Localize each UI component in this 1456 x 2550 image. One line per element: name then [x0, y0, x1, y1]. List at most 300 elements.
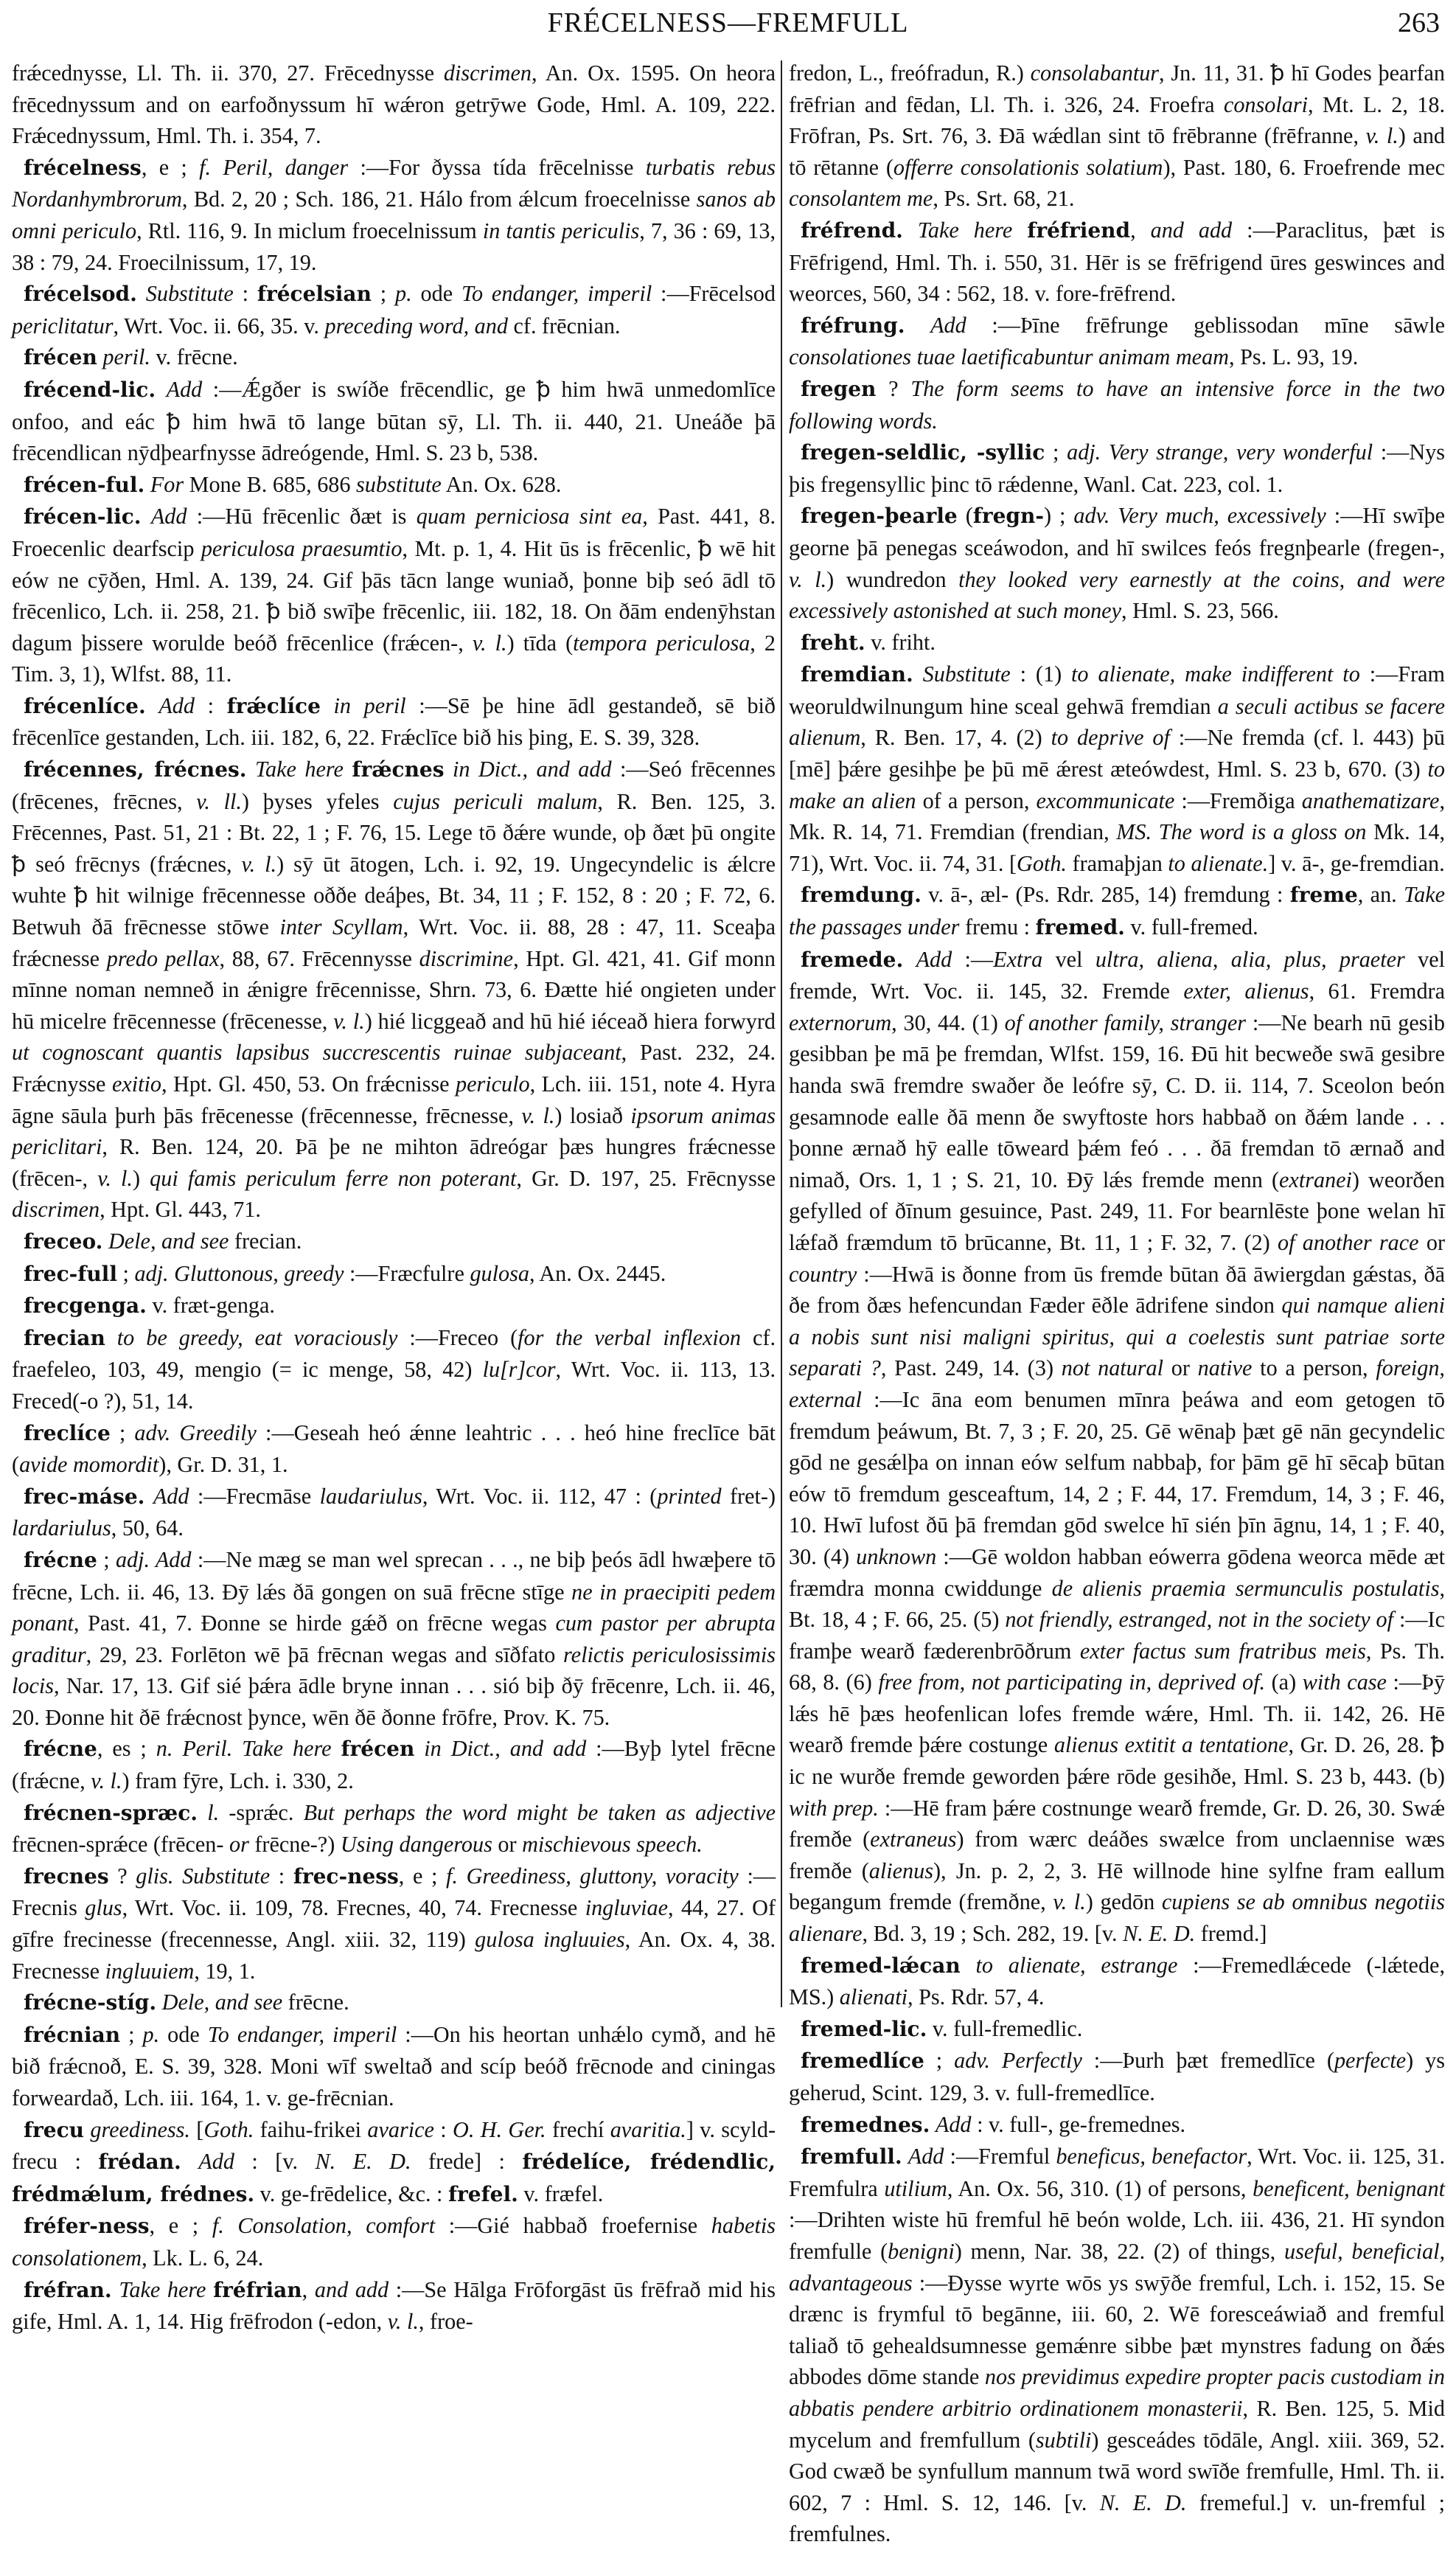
entry-text: :—Nys þis fregensyllic þinc tō rǽdenne, Wanl. Cat. 223, col. 1. [789, 440, 1445, 497]
entry-text: frechí [546, 2116, 610, 2142]
entry-text: or [1163, 1355, 1198, 1381]
entry-text: ; [371, 281, 396, 307]
entry-text: , [1130, 217, 1151, 243]
entry-text [144, 472, 150, 497]
headword: freme [1289, 883, 1358, 908]
headword: frécen [341, 1737, 415, 1762]
entry-text: -sprǽc. [219, 1799, 304, 1825]
italic-text: Take here [255, 757, 344, 782]
entry-text: frecian. [229, 1228, 302, 1254]
headword: fréfrend. [801, 218, 903, 243]
page-number: 263 [1398, 7, 1440, 38]
italic-text: consolari [1223, 91, 1308, 117]
italic-text: useful, beneficial, advantageous [789, 2238, 1445, 2296]
entry-text: :—Freceo ( [397, 1324, 518, 1350]
italic-text: glis. Substitute [136, 1863, 271, 1889]
entry-text: , an. [1357, 882, 1404, 908]
entry-text: An. Ox. 628. [441, 471, 562, 497]
entry-text: frede] : [411, 2149, 523, 2175]
italic-text: tempora periculosa [573, 630, 750, 656]
entry-text: :—Gié habbað froefernise [435, 2213, 711, 2239]
dictionary-entry [12, 58, 776, 152]
italic-text: periculosa praesumtio [201, 535, 403, 561]
entry-text: , Bd. 2, 20 ; Sch. 186, 21. Hálo from ǽlcum froecelnisse [181, 187, 697, 212]
entry-text [206, 2277, 213, 2302]
dictionary-entry [789, 2141, 1445, 2550]
entry-text: , 7, 36 : 69, 13, 38 : 79, 24. Froecilnissum, 17, 19. [12, 218, 776, 275]
entry-text: :—Seó frēcennes (frēcenes, frēcnes, [12, 757, 776, 814]
entry-text: ode [411, 281, 461, 307]
italic-text: adj. Add [115, 1546, 192, 1572]
entry-text: :—Ic āna eom benumen mīnra þeáwa and eom getogen tō fremdum þeáwum, Bt. 7, 3 ; F. 20, 25. Gē wēnaþ þæt gē nān gecyndelic gōd ne gesǽlþa on innan eów selfum nabbaþ, for þām gē hī sēcaþ būtan eów tō fremdum gesceaftum, 14, 2 ; F. 44, 17. Fremdum, 14, 3 ; F. 46, 10. Hwī lufost ðū þā fremdan gōd swelce hī sién þīn āgnu, 14, 1 ; F. 40, 30. (4) [789, 1386, 1445, 1569]
entry-text: , Mk. R. 14, 71. Fremdian (frendian, [789, 788, 1445, 845]
italic-text: Dele, and see [161, 1990, 283, 2015]
dictionary-entry [12, 754, 776, 1226]
entry-text: ) ; [1043, 503, 1074, 529]
italic-text: v. l. [1365, 123, 1398, 149]
headword: frec-ness [293, 1863, 399, 1889]
entry-text: ) ys geherud, Scint. 129, 3. v. full-fremedlīce. [789, 2048, 1445, 2105]
dictionary-entry [12, 1322, 776, 1417]
italic-text: to alienate, estrange [975, 1952, 1178, 1978]
italic-text: v. l. [97, 1165, 133, 1191]
italic-text: extranei [1279, 1167, 1352, 1192]
italic-text: adj. Gluttonous, greedy [134, 1260, 344, 1286]
entry-text: cf. fraefeleo, 103, 49, mengio (= ic menge, 58, 42) [12, 1324, 776, 1383]
entry-text: , Gr. D. 26, 28. ꝥ ic ne wurðe fremde geworden þǽre rōde gesihðe, Hml. S. 23 b, 443. (b) [789, 1732, 1446, 1790]
italic-text: Substitute [922, 661, 1011, 687]
entry-text [144, 1484, 153, 1509]
italic-text: qui namque alieni a nobis sunt nisi maligni spiritus, qui a coelestis sunt patriae sorte separati ? [789, 1293, 1445, 1381]
dictionary-entry [12, 1290, 776, 1322]
entry-text [913, 661, 923, 687]
headword: fregn- [972, 504, 1044, 529]
entry-text: ? [108, 1863, 136, 1889]
italic-text: ingluuiem [105, 1958, 195, 1984]
entry-text: , Bt. 18, 4 ; F. 66, 25. (5) [789, 1575, 1445, 1633]
entry-text [905, 313, 930, 338]
entry-text: :—Fræcfulre [344, 1260, 470, 1286]
entry-text: , An. Ox. 1595. On heora frēcednyssum and on earfoðnyssum hī wǽron getrȳwe Gode, Hml. A. 109, 222. Frǽcednyssum, Hml. Th. i. 354, 7. [12, 60, 776, 149]
italic-text: cum pastor per abrupta graditur [12, 1611, 776, 1667]
italic-text: in tantis periculis [482, 218, 640, 243]
entry-text: , Ps. Srt. 68, 21. [933, 186, 1075, 212]
italic-text: v. l. [521, 1102, 555, 1128]
entry-text: :—Hē fram þǽre costnunge wearð fremde, Gr. D. 26, 30. Swǽ fremðe ( [789, 1795, 1445, 1852]
italic-text: Add [150, 504, 187, 529]
italic-text: discrimine [419, 945, 514, 971]
entry-text: ) menn, Nar. 38, 22. (2) of things, [954, 2238, 1284, 2264]
italic-text: sanos ab omni periculo [12, 187, 776, 243]
entry-text: v. ge-frēdelice, &c. : [254, 2181, 448, 2206]
entry-text: :—Hī swīþe georne þā penegas sceáwodon, and hī swilces feós fregnþearle (fregen-, [789, 503, 1445, 560]
entry-text: (a) [1265, 1670, 1303, 1695]
entry-text: , e ; [149, 2213, 212, 2239]
italic-text: ipsorum animas periclitari [12, 1102, 776, 1160]
headword: frécenlíce. [24, 693, 146, 718]
headword: fremede. [801, 947, 904, 972]
italic-text: free from, not participating in, deprived of. [878, 1670, 1266, 1695]
entry-text: :—Fremðiga [1174, 788, 1302, 813]
headword: frédelíce, frédendlic, frédmǽlum, frédnes. [12, 2150, 776, 2206]
italic-text: exter factus sum fratribus meis [1079, 1638, 1366, 1664]
dictionary-entry [12, 1417, 776, 1481]
italic-text: relictis periculosissimis locis [12, 1641, 776, 1699]
entry-text: :—Þīne frēfrunge geblissodan mīne sāwle [966, 312, 1445, 338]
entry-text [445, 757, 453, 782]
italic-text: with prep. [789, 1795, 879, 1821]
italic-text: beneficus, benefactor [1056, 2144, 1247, 2169]
entry-text: , Wrt. Voc. ii. 112, 47 : ( [422, 1483, 658, 1509]
italic-text: ultra, aliena, alia, plus, praeter [1095, 946, 1405, 972]
entry-text: to a person, [1252, 1355, 1376, 1381]
entry-text: ), Gr. D. 31, 1. [159, 1452, 288, 1478]
entry-text: :—Ic framþe wearð fæderenbrōðrum [789, 1607, 1445, 1664]
italic-text: ne in praecipiti pedem ponant [12, 1579, 776, 1636]
dictionary-entry [789, 215, 1445, 310]
entry-text: ( [957, 503, 973, 529]
entry-text: :—Frēcelsod [652, 281, 776, 307]
italic-text: of another family, stranger [1004, 1010, 1247, 1035]
italic-text: turbatis rebus Nordanhymbrorum [12, 154, 776, 212]
entry-text: :—Gē woldon habban eówerra gōdena weorca mēde æt fræmdra monna cwiddunge [789, 1543, 1446, 1601]
entry-text: :—Ǽgðer is swíðe frēcendlic, ge ꝥ him hwā unmedomlīce onfoo, and eác ꝥ him hwā tō lange būtan sȳ, Ll. Th. ii. 440, 21. Uneáðe þā frēcendlican nȳdþearfnysse ādreógende, Hml. S. 23 b, 538. [12, 376, 776, 466]
italic-text: MS. The word is a gloss on [1116, 819, 1367, 845]
italic-text: benigni [888, 2238, 955, 2264]
italic-text: mischievous speech. [522, 1832, 703, 1858]
italic-text: quam perniciosa sint ea [416, 504, 643, 529]
headword: fregen [801, 376, 877, 401]
entry-text: , Hpt. Gl. 443, 71. [100, 1197, 261, 1223]
entry-text: ; [120, 2021, 143, 2047]
entry-text [961, 1953, 976, 1978]
entry-text: frēcnen-sprǽce (frēcen- [12, 1832, 229, 1858]
headword: fréfer-ness [24, 2214, 150, 2239]
italic-text: avide momordit [19, 1452, 159, 1478]
dictionary-entry [789, 437, 1445, 500]
italic-text: Extra [993, 946, 1043, 972]
italic-text: not friendly, estranged, not in the society of [1005, 1607, 1394, 1633]
page-title: FRÉCELNESS—FREMFULL [547, 7, 909, 38]
italic-text: of another race [1278, 1229, 1419, 1255]
entry-text [414, 1736, 424, 1761]
entry-text: : [v. [234, 2149, 316, 2175]
headword: frecgenga. [24, 1293, 147, 1319]
italic-text: peril. [102, 344, 150, 370]
headword: fréfran. [24, 2277, 112, 2302]
headword: fréfriend [1027, 218, 1131, 243]
italic-text: printed [657, 1483, 722, 1509]
entry-text: , 50, 64. [111, 1515, 184, 1541]
italic-text: n. Peril. Take here [156, 1736, 332, 1762]
entry-text: ) gesceádes tōdāle, Angl. xiii. 369, 52. God cwæð be synfullum mannum twā word swīðe fremfulle, Hml. Th. ii. 602, 7 : Hml. S. 12, 146. [v. [789, 2427, 1445, 2515]
entry-text [181, 2149, 199, 2174]
entry-text: ) þyses yfeles [241, 788, 394, 814]
italic-text: greediness. [90, 2116, 190, 2142]
entry-text: : [233, 281, 257, 307]
italic-text: de alienis praemia sermunculis postulatis [1051, 1575, 1440, 1601]
headword: frécne [24, 1737, 97, 1762]
italic-text: laudariulus [319, 1483, 422, 1509]
entry-text: ) hié licggeað and hū hié iéceað hiera forwyrd [364, 1008, 776, 1034]
entry-text: vel fremde, Wrt. Voc. ii. 145, 32. Fremde [789, 946, 1445, 1004]
dictionary-entry [12, 1987, 776, 2019]
entry-text: Mone B. 685, 686 [184, 471, 357, 497]
dictionary-entry [789, 944, 1445, 1950]
headword: frédan. [98, 2150, 181, 2175]
italic-text: f. Greediness, gluttony, voracity [446, 1863, 739, 1889]
italic-text: Take the passages under [789, 882, 1445, 940]
entry-text: v. ā-, æl- (Ps. Rdr. 285, 14) fremdung : [921, 882, 1290, 908]
italic-text: v. l. [91, 1768, 122, 1794]
entry-text: , Wrt. Voc. ii. 125, 31. Fremfulra [789, 2144, 1446, 2201]
italic-text: v. l. [241, 851, 277, 877]
dictionary-entry [12, 2274, 776, 2338]
entry-text: :—Frecmāse [189, 1483, 320, 1509]
entry-text: :—Frecnis [12, 1863, 776, 1921]
italic-text: they looked very earnestly at the coins, and were excessively astonished at such money [789, 566, 1445, 624]
italic-text: externorum [789, 1010, 892, 1035]
italic-text: not natural [1061, 1355, 1163, 1381]
headword: frécne [24, 1547, 97, 1572]
dictionary-entry [789, 1950, 1445, 2013]
italic-text: To endanger, imperil [461, 281, 652, 307]
italic-text: alienus extitit a tentatione [1053, 1732, 1289, 1758]
entry-text: , 29, 23. Forlēton wē þā frēcnan wegas and sīðfato [86, 1641, 564, 1667]
italic-text: v. l. [387, 2309, 419, 2335]
entry-text: : [270, 1863, 293, 1889]
headword: frécen-ful. [24, 472, 145, 497]
italic-text: ut cognoscant quantis lapsibus succrescentis ruinae subjaceant [12, 1040, 621, 1066]
entry-text [332, 1736, 341, 1761]
italic-text: a seculi actibus se facere alienum [789, 693, 1445, 751]
dictionary-entry [789, 500, 1445, 626]
headword: frefel. [448, 2181, 518, 2206]
italic-text: subtili [1035, 2427, 1092, 2453]
italic-text: extraneus [870, 1827, 957, 1852]
entry-text: , Wrt. Voc. ii. 66, 35. v. [113, 313, 325, 338]
italic-text: consolantem me [789, 186, 933, 212]
dictionary-entry [12, 1544, 776, 1734]
italic-text: Goth. [1017, 850, 1067, 876]
headword: freclíce [24, 1420, 111, 1445]
italic-text: substitute [356, 471, 442, 497]
dictionary-entry [789, 58, 1445, 215]
headword: frécnian [24, 2022, 121, 2047]
entry-text: :—Ðysse wyrte wōs ys swȳðe fremful, Lch. i. 152, 15. Se drænc is frymful tō begānne, iii. 60, 2. Wē foresceáwiað and fremful taliað tō gehealdsumnesse gemǽnre sibbe þæt mynstres fadung on ðǽs abbodes dōme stande [789, 2270, 1445, 2390]
italic-text: For [150, 471, 184, 497]
entry-text: : v. full-, ge-fremednes. [971, 2111, 1186, 2137]
entry-text: ; [97, 1546, 116, 1572]
entry-text [112, 2277, 119, 2302]
italic-text: v. l. [333, 1008, 365, 1034]
dictionary-entry [789, 373, 1445, 437]
entry-text: , Hpt. Gl. 450, 53. On frǽcnisse [161, 1071, 456, 1097]
italic-text: v. l. [1053, 1889, 1086, 1915]
italic-text: O. H. Ger. [453, 2116, 546, 2142]
italic-text: Using dangerous [340, 1832, 492, 1858]
entry-text: : [194, 692, 227, 718]
headword: fremdian. [801, 662, 913, 687]
entry-text: :—Fram weoruldwilnungum hine sceal gehwā fremdian [789, 661, 1446, 719]
italic-text: foreign, external [789, 1355, 1445, 1412]
italic-text: gulosa [470, 1260, 529, 1286]
headword: frecian [24, 1325, 105, 1350]
entry-text: ) wundredon [826, 566, 959, 592]
italic-text: excommunicate [1036, 788, 1175, 813]
entry-text: :—On his heortan unhǽlo cymð, and hē bið frǽcnoð, E. S. 39, 328. Moni wīf sweltað and scíp beóð frēcnode and ciningas forweardað, Lch. iii. 164, 1. v. ge-frēcnian. [12, 2021, 776, 2110]
italic-text: p. [142, 2021, 160, 2047]
italic-text: to alienate, make indifferent to [1071, 661, 1360, 687]
dictionary-entry [12, 374, 776, 469]
entry-text: v. fræfel. [518, 2181, 604, 2206]
entry-text: , 88, 67. Frēcennysse [219, 945, 419, 971]
entry-text: :—Ne fremda (cf. l. 443) þū [mē] þǽre gesihþe þe þū mē ǽrest æteówdest, Hml. S. 23 b, 670. (3) [789, 725, 1445, 782]
entry-text: , Lk. L. 6, 24. [142, 2245, 264, 2271]
entry-text: :—Drihten wiste hū fremful hē beón wolde, Lch. iii. 436, 21. Hī syndon fremfulle ( [789, 2207, 1445, 2264]
entry-text: [ [189, 2116, 204, 2142]
entry-text: of a person, [916, 788, 1037, 813]
headword: frec-máse. [24, 1484, 145, 1509]
italic-text: unknown [856, 1543, 937, 1569]
entry-text: : (1) [1010, 661, 1072, 687]
dictionary-entry [12, 690, 776, 754]
entry-text: , [302, 2276, 315, 2302]
italic-text: in peril [333, 692, 406, 718]
italic-text: lardariulus [12, 1515, 111, 1541]
entry-text: :—Hwā is ðonne from ūs fremde būtan ðā āwiergdan gǽstas, ðā ðe from ðæs hefencundan Fæder ēðle ādrifene sindon [789, 1261, 1445, 1319]
headword: fremedlíce [801, 2049, 924, 2074]
entry-text: v. frēcne. [150, 344, 238, 370]
dictionary-entry [12, 2019, 776, 2114]
entry-text: ; [110, 1420, 135, 1445]
entry-text: or [1418, 1229, 1445, 1255]
entry-text: , e ; [398, 1863, 447, 1889]
italic-text: avarice [367, 2116, 434, 2142]
entry-text: , e ; [141, 154, 200, 180]
italic-text: Take here [119, 2276, 206, 2302]
entry-text: , 30, 44. (1) [891, 1010, 1005, 1035]
italic-text: v. l. [789, 566, 827, 592]
dictionary-entry [12, 501, 776, 690]
dictionary-entry [789, 879, 1445, 943]
italic-text: exitio [111, 1071, 162, 1097]
entry-text: ), Jn. p. 2, 2, 3. Hē willnode hine sylfne fram eallum begangum fremde (fremðne, [789, 1858, 1445, 1915]
entry-text: , 61. Fremdra [1309, 979, 1446, 1004]
italic-text: Add [159, 692, 195, 718]
italic-text: habetis consolationem [12, 2213, 776, 2271]
entry-text: :—Paraclitus, þæt is Frēfrigend, Hml. Th. i. 550, 31. Hēr is se frēfrigend ūres geswinces and weorces, 560, 34 : 562, 18. v. fore-frēfrend. [789, 217, 1446, 307]
left-column [12, 58, 776, 2338]
entry-text: ode [159, 2021, 208, 2047]
headword: fremed-lic. [801, 2016, 927, 2041]
entry-text: :—Fremful [944, 2144, 1056, 2169]
italic-text: nos previdimus expedire propter pacis custodiam in abbatis pendere arbitrio ordinationem monasterii [789, 2364, 1445, 2421]
dictionary-entry [12, 1258, 776, 1290]
italic-text: inter Scyllam [279, 914, 403, 940]
headword: frécelness [24, 155, 142, 180]
italic-text: Add [930, 312, 966, 338]
italic-text: with case [1302, 1670, 1387, 1695]
entry-text: ] v. ā-, ge-fremdian. [1268, 850, 1445, 876]
entry-text: ] v. scyld-frecu : [12, 2116, 776, 2175]
entry-text: , Past. 441, 8. Froecenlic dearfscip [12, 504, 776, 561]
entry-text: ) losiað [554, 1102, 631, 1128]
entry-text: vel [1042, 946, 1096, 972]
entry-text [247, 757, 255, 782]
entry-text: :—Ne bearh nū gesib gesibban þe mā þe fremdan, Wlfst. 159, 16. Ðū hit becweðe swā gesibre handa swā fremdre swaðer ðe leófre sȳ, C. D. ii. 114, 7. Sceolon beón gesamnode ealle ðā menn ðe swyftoste hors habbað on ðǽm lande . . . þonne ærnað hȳ ealle tōweard þǽm feó . . . ðā fremdan tō ærnað and nimað, Ors. 1, 1 ; S. 21, 10. Ðȳ lǽs fremde menn ( [789, 1010, 1445, 1192]
entry-text: ) and tō rētanne ( [789, 123, 1446, 180]
italic-text: anathematizare [1301, 788, 1440, 813]
entry-text: , froe- [418, 2309, 473, 2335]
entry-text: , Past. 249, 14. (3) [880, 1355, 1062, 1381]
entry-text: ; [1045, 440, 1067, 465]
headword: fréfrian [213, 2277, 302, 2302]
column-divider [781, 60, 782, 2007]
italic-text: Add [153, 1483, 189, 1509]
running-header [0, 6, 1456, 43]
italic-text: to alienate. [1168, 850, 1269, 876]
entry-text: , Nar. 17, 13. Gif sié þǽra ādle bryne innan . . . sió biþ ðȳ frēcenre, Lch. ii. 46, 20. Ðonne hit ðē frǽcnost þynce, wēn ðē ðonne frōfre, Prov. K. 75. [12, 1673, 776, 1730]
entry-text [142, 504, 151, 529]
entry-text: , Ps. L. 93, 19. [1228, 344, 1359, 370]
entry-text: , Bd. 3, 19 ; Sch. 282, 19. [v. [862, 1921, 1124, 1947]
entry-text [105, 1325, 117, 1350]
entry-text: v. full-fremedlic. [927, 2015, 1083, 2041]
italic-text: utilium [884, 2175, 947, 2201]
entry-text: framaþjan [1066, 850, 1168, 876]
entry-text: , Mt. p. 1, 4. Hit ūs is frēcenlic, ꝥ wē hit eów ne cȳðen, Hml. A. 139, 24. Gif þās tācn lange wuniað, þonne biþ seó ādl tō frēcenlico, Lch. ii. 258, 21. ꝥ bið swīþe frēcenlic, iii. 182, 18. On ðām endenȳhstan dagum þissere woruldе beóð frēcenlice (frǽcen-, [12, 535, 776, 656]
entry-text: , An. Ox. 2445. [529, 1260, 666, 1286]
italic-text: v. ll. [196, 788, 242, 814]
entry-text: , R. Ben. 125, 5. Mid mycelum and fremfullum ( [789, 2395, 1445, 2453]
dictionary-entry [12, 2114, 776, 2211]
italic-text: country [789, 1261, 857, 1287]
entry-text: , Jn. 11, 31. ꝥ hī Godes þearfan frēfrian and fēdan, Ll. Th. i. 326, 24. Froefra [789, 60, 1445, 117]
entry-text [156, 377, 167, 402]
headword: frécen-lic. [24, 504, 142, 529]
headword: fregen-seldlic, -syllic [801, 440, 1045, 465]
italic-text: discrimen [443, 60, 532, 86]
entry-text: , Hpt. Gl. 421, 41. Gif monn mīnne noman nemneð in ǽnigre frēcennisse, Shrn. 73, 6. Ðætte hié ongieten under hū micelre frēcennesse (frēcenesse, [12, 945, 776, 1034]
headword: fremed. [1035, 915, 1125, 940]
entry-text [198, 1800, 207, 1825]
entry-text [156, 1990, 162, 2015]
italic-text: native [1197, 1355, 1253, 1381]
italic-text: N. E. D. [1099, 2490, 1187, 2515]
entry-text [344, 757, 352, 782]
entry-text: , Ps. Rdr. 57, 4. [908, 1984, 1045, 2010]
entry-text: ) weorðen gefylled of ðīnum gesuince, Past. 249, 11. For bearnlēste þone welan hī lǽfað fræmdum tō brūcanne, Bt. 11, 1 ; F. 32, 7. (2) [789, 1167, 1446, 1255]
entry-text [137, 281, 146, 306]
entry-text: :—Þurh þæt fremedlīce ( [1081, 2048, 1334, 2074]
italic-text: p. [395, 281, 412, 307]
headword: frec-full [24, 1261, 117, 1286]
italic-text: Substitute [145, 281, 234, 307]
italic-text: Add [198, 2149, 234, 2175]
italic-text: ingluviae [585, 1895, 669, 1921]
italic-text: To endanger, imperil [207, 2021, 397, 2047]
italic-text: and add [314, 2276, 389, 2302]
entry-text [84, 2117, 90, 2142]
entry-text: , An. Ox. 4, 38. Frecnesse [12, 1927, 776, 1984]
italic-text: Take here [917, 217, 1013, 243]
italic-text: Add [935, 2111, 972, 2137]
italic-text: But perhaps the word might be taken as adjective [303, 1799, 776, 1825]
italic-text: Dele, and see [108, 1228, 229, 1254]
entry-text: ) fram fȳre, Lch. i. 330, 2. [122, 1768, 354, 1794]
entry-text: :—For ðyssa tída frēcelnisse [348, 154, 646, 180]
